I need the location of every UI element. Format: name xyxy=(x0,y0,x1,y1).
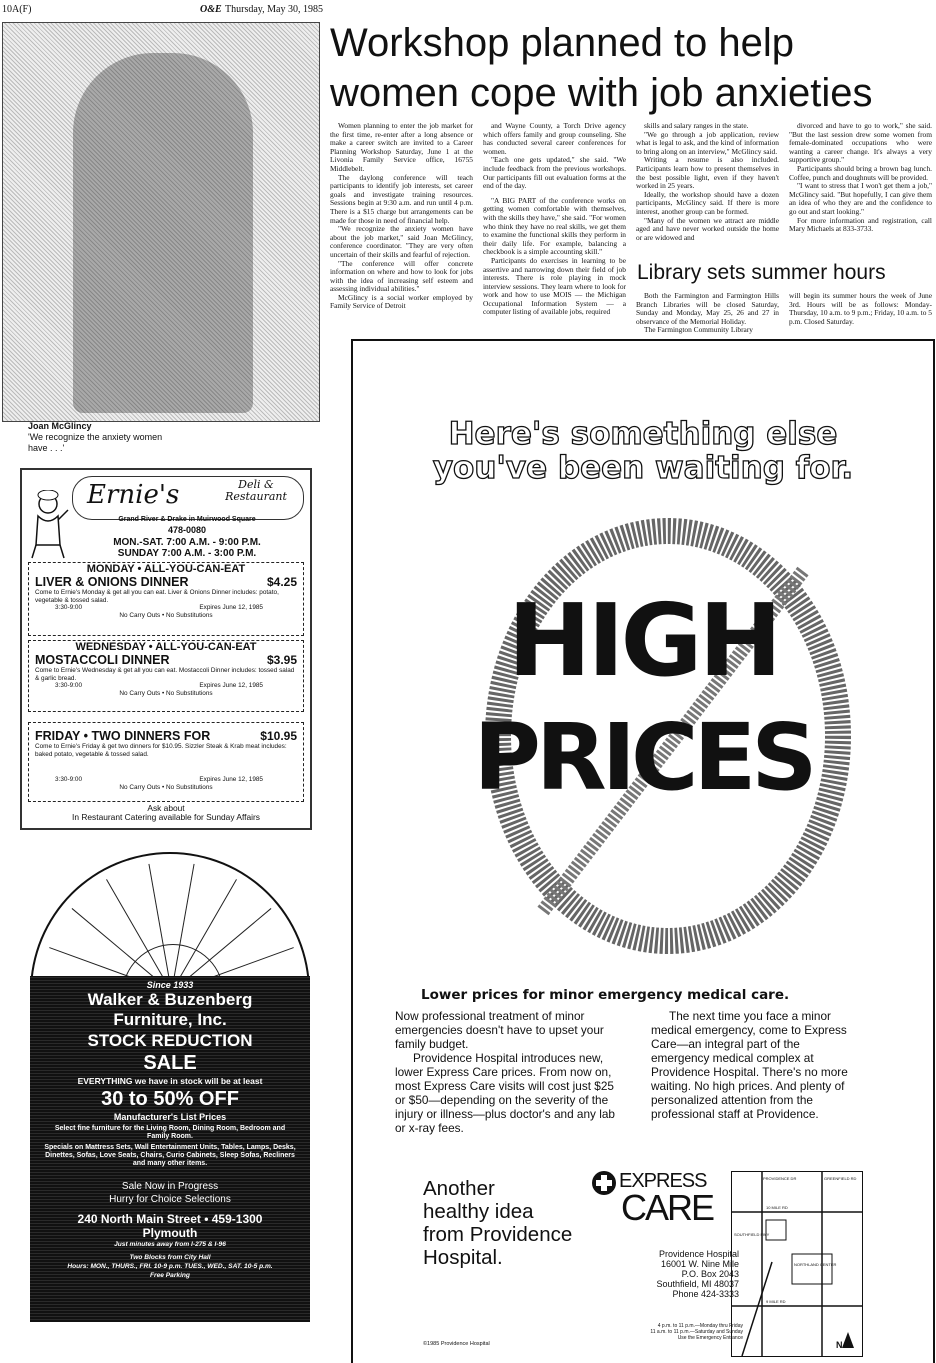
map-label: PROVIDENCE DR xyxy=(763,1176,797,1181)
paragraph: Both the Farmington and Farmington Hills Branch Libraries will be closed Saturday, Sunday and Monday, May 25, 26 and 27 in observance of the Memorial Holiday. xyxy=(636,291,779,326)
high-text: HIGH xyxy=(507,582,779,699)
paragraph: Now professional treatment of minor emergencies doesn't have to upset your family budget. xyxy=(395,1009,604,1051)
hours-line: 4 p.m. to 11 p.m.—Monday thru Friday xyxy=(657,1323,743,1329)
library-column-1 xyxy=(636,292,779,335)
address-line: Southfield, MI 48037 xyxy=(656,1279,739,1289)
coupon-title: MONDAY • ALL-YOU-CAN-EAT xyxy=(86,563,246,575)
paragraph: For more information and registration, call Mary Michaels at 833-3733. xyxy=(789,215,932,234)
prices-text: PRICES xyxy=(473,704,813,811)
address-line: 16001 W. Nine Mile xyxy=(660,1259,739,1269)
map-label: GREENFIELD RD xyxy=(824,1176,857,1181)
coupon-note: No Carry Outs • No Substitutions xyxy=(119,612,213,619)
coupon-note: No Carry Outs • No Substitutions xyxy=(119,784,213,791)
ad-right-text xyxy=(651,1009,851,1121)
ernies-tagline: Deli & Restaurant xyxy=(225,478,287,503)
store-city: Plymouth xyxy=(142,1226,198,1240)
dish-name: MOSTACCOLI DINNER xyxy=(35,653,170,667)
since-year: Since 1933 xyxy=(146,980,194,990)
north-arrow-label: N xyxy=(836,1340,843,1350)
cross-icon xyxy=(591,1170,617,1196)
ad-headline-1: Here's something else xyxy=(448,416,838,452)
article-column-4 xyxy=(789,122,932,234)
dish-price: $4.25 xyxy=(266,575,297,589)
coupon-time: 3:30-9:00 xyxy=(55,776,83,783)
library-headline: Library sets summer hours xyxy=(637,261,886,284)
paragraph: "I want to stress that I won't get them a job," McGlincy said. "But hopefully, I can give them an idea of who they are and the confidence to go out and start looking." xyxy=(789,181,932,216)
care-text: CARE xyxy=(621,1187,714,1228)
phone-line: Phone 424-3333 xyxy=(672,1289,739,1299)
coupon-time: 3:30-9:00 xyxy=(55,604,83,611)
directions: Just minutes away from I-275 & I-96 xyxy=(114,1241,226,1248)
portrait-photo xyxy=(2,22,320,422)
library-column-2 xyxy=(789,292,932,326)
tagline-1: Another xyxy=(423,1177,495,1200)
dish-price: $3.95 xyxy=(266,653,297,667)
paragraph: "We recognize the anxiety women have about the job market," said Joan McGlincy, conference coordinator. "They are very often uncertain of their skills and fearful of rejection. xyxy=(330,224,473,259)
ernies-address: Grand River & Drake in Muirwood Square xyxy=(118,516,256,523)
ad-headline-2: you've been waiting for. xyxy=(432,450,854,486)
coupon-description: Come to Ernie's Friday & get two dinners for $10.95. Sizzler Steak & Krab meat includes: baked potato, vegetable & tossed salad. xyxy=(35,743,287,758)
dish-name: FRIDAY • TWO DINNERS FOR xyxy=(35,729,211,743)
paragraph: "Many of the women we attract are middle aged and have never worked outside the home or are widowed and xyxy=(636,215,779,242)
dish-price: $10.95 xyxy=(260,729,297,743)
coupon-note: No Carry Outs • No Substitutions xyxy=(119,690,213,697)
select-furniture: Select fine furniture for the Living Room, Dining Room, Bedroom and Family Room. xyxy=(54,1125,286,1140)
tagline-2: healthy idea xyxy=(423,1200,534,1223)
masthead xyxy=(0,0,936,20)
sale-in-progress: Sale Now in Progress xyxy=(121,1181,219,1192)
caption-quote-1: 'We recognize the anxiety women xyxy=(28,432,163,442)
coupon-meta xyxy=(29,604,303,612)
hours-line: 11 a.m. to 11 p.m.—Saturday and Sunday xyxy=(650,1329,743,1335)
paragraph: "Each one gets updated," she said. "We include feedback from the previous workshops. Our participants fill out evaluation forms at the end of the day. xyxy=(483,155,626,191)
paragraph: Participants do exercises in learning to be assertive and narrowing down their field of job interests. There is role playing in mock interview sessions. They learn where to look for work and how to use MOIS — the Michigan Occupational Information System — a computer listing of available jobs, required xyxy=(483,255,626,317)
sunburst-arch-icon xyxy=(30,852,310,992)
paragraph: "We go through a job application, review what is legal to ask, and the kind of information to bring along on an interview," McGlincy said. xyxy=(636,129,779,156)
paragraph: Writing a resume is also included. Participants learn how to present themselves in the best possible light, even if they haven't worked in 25 years. xyxy=(636,155,779,191)
map-label: SOUTHFIELD FWY xyxy=(734,1232,770,1237)
map-label: 10 MILE RD xyxy=(766,1205,788,1210)
coupon-time: 3:30-9:00 xyxy=(55,682,83,689)
paragraph: will begin its summer hours the week of June 3rd. Hours will be as follows: Monday-Thursday, 10 a.m. to 9 p.m.; Friday, 10 a.m. to 5 p.m. Closed Saturday. xyxy=(789,291,932,326)
ernies-ad xyxy=(20,468,312,830)
coupon-title: WEDNESDAY • ALL-YOU-CAN-EAT xyxy=(75,641,257,653)
paragraph: and Wayne County, a Torch Drive agency which offers family and group counseling. She has conducted several career conferences for women. xyxy=(483,121,626,156)
paragraph: Participants should bring a brown bag lunch. Coffee, punch and doughnuts will be provided. xyxy=(789,163,932,182)
article-headline xyxy=(330,18,930,118)
ernies-logo xyxy=(72,476,304,520)
location-map xyxy=(731,1171,863,1357)
chef-mascot-icon xyxy=(26,490,70,560)
coupon-expires: Expires June 12, 1985 xyxy=(199,776,263,783)
headline-line-2: women cope with job anxieties xyxy=(330,71,873,115)
specials-list: Specials on Mattress Sets, Wall Entertainment Units, Tables, Lamps, Desks, Dinettes, Sofas, Love Seats, Chairs, Curio Cabinets, Sleep Sofas, Recliners and many other items. xyxy=(44,1144,296,1167)
hours-sunday: SUNDAY 7:00 A.M. - 3:00 P.M. xyxy=(117,548,257,559)
coupon-dish xyxy=(29,575,303,589)
coupon-wednesday[interactable] xyxy=(28,640,304,712)
stock-reduction: STOCK REDUCTION xyxy=(87,1031,253,1050)
tagline-4: Hospital. xyxy=(423,1246,503,1269)
paragraph: Ideally, the workshop should have a dozen participants, McGlincy said. If there is more interest, another group can be formed. xyxy=(636,189,779,216)
caption-name: Joan McGlincy xyxy=(28,421,92,431)
address-line: P.O. Box 2043 xyxy=(681,1269,739,1279)
providence-ad xyxy=(351,339,935,1363)
issue-date: Thursday, May 30, 1985 xyxy=(225,4,323,15)
hours-weekday: MON.-SAT. 7:00 A.M. - 9:00 P.M. xyxy=(113,537,261,548)
map-label: NORTHLAND CENTER xyxy=(794,1262,837,1267)
paragraph: The Farmington Community Library xyxy=(644,325,753,335)
coupon-meta xyxy=(29,776,303,784)
coupon-friday[interactable] xyxy=(28,722,304,802)
caption-quote-2: have . . .' xyxy=(28,443,65,453)
photo-caption xyxy=(28,421,318,454)
paragraph: McGlincy is a social worker employed by Family Service of Detroit xyxy=(330,292,473,311)
page-number: 10A(F) xyxy=(2,4,32,15)
ernies-hours xyxy=(72,537,302,559)
coupon-meta xyxy=(29,682,303,690)
paragraph: Women planning to enter the job market for the first time, re-enter after a long absence or make a career switch are invited to a Career Planning Workshop Saturday, June 1 at the Livonia Family Service office, 16755 Middlebelt. xyxy=(330,121,473,173)
tagline-3: from Providence xyxy=(423,1223,573,1246)
copyright: ©1985 Providence Hospital xyxy=(423,1341,490,1347)
hours-line: Use the Emergency Entrance xyxy=(677,1335,743,1341)
paragraph: divorced and have to go to work," she said. "But the last session drew some women from female-dominated occupations who were wanting a career change. It's always a very supportive group." xyxy=(789,121,932,165)
tagline xyxy=(423,1177,572,1269)
address-line: Providence Hospital xyxy=(658,1249,739,1259)
article-column-1 xyxy=(330,122,473,311)
ernies-phone: 478-0080 xyxy=(167,525,207,535)
paragraph: skills and salary ranges in the state. xyxy=(644,121,749,130)
sale-title: SALE xyxy=(143,1052,197,1074)
coupon-expires: Expires June 12, 1985 xyxy=(199,682,263,689)
hurry-line: Hurry for Choice Selections xyxy=(109,1194,231,1205)
article-column-3 xyxy=(636,122,779,242)
coupon-description: Come to Ernie's Wednesday & get all you can eat. Mostaccoli Dinner includes: tossed salad & garlic bread. xyxy=(35,667,295,682)
article-column-2 xyxy=(483,122,626,317)
paragraph: "A BIG PART of the conference works on getting women comfortable with themselves, with the skills they have," she said. "For women who think they have no real skills, we get them to examine the functional skills they perform in their daily life. For example, balancing a checkbook is a simple accounting skill." xyxy=(483,195,626,257)
ernies-name: Ernie's xyxy=(87,480,180,510)
hospital-address xyxy=(621,1249,739,1299)
coupon-description: Come to Ernie's Monday & get all you can eat. Liver & Onions Dinner includes: potato, vegetable & tossed salad. xyxy=(35,589,279,604)
everything-line: EVERYTHING we have in stock will be at least xyxy=(77,1076,263,1086)
manufacturer-prices: Manufacturer's List Prices xyxy=(113,1112,227,1122)
ad-subheadline: Lower prices for minor emergency medical care. xyxy=(421,987,790,1003)
walker-buzenberg-ad xyxy=(30,852,310,1322)
coupon-expires: Expires June 12, 1985 xyxy=(199,604,263,611)
ask-about: Ask about xyxy=(147,803,185,813)
coupon-dish xyxy=(29,729,303,743)
map-label: 9 MILE RD xyxy=(766,1299,786,1304)
walker-ad-body xyxy=(30,976,310,1322)
express-text: EXPRESS xyxy=(619,1170,707,1192)
express-hours xyxy=(603,1323,743,1341)
paper-name: O&E xyxy=(200,4,222,15)
blocks-from-hall: Two Blocks from City Hall xyxy=(129,1254,211,1261)
store-name: Walker & Buzenberg xyxy=(87,990,253,1009)
dish-name: LIVER & ONIONS DINNER xyxy=(35,575,189,589)
headline-line-1: Workshop planned to help xyxy=(330,21,795,65)
paragraph: Providence Hospital introduces new, lower Express Care prices. From now on, most Express Care visits will cost just $25 or $50—depending on the severity of the injury or illness—plus doctor's and any lab or x-ray fees. xyxy=(395,1051,615,1135)
catering-note xyxy=(22,804,310,822)
catering-text: In Restaurant Catering available for Sunday Affairs xyxy=(72,812,260,822)
paragraph: The daylong conference will teach participants to identify job interests, set career goals and investigate training resources. Sessions begin at 9:30 a.m. and run until 4 p.m. There is a $15 charge but arrangements can be made for those in need of financial help. xyxy=(330,172,473,225)
paragraph: "The conference will offer concrete information on where and how to look for jobs with the idea of increasing self esteem and assessing individual abilities." xyxy=(330,258,473,294)
store-address: 240 North Main Street • 459-1300 xyxy=(77,1212,263,1226)
coupon-dish xyxy=(29,653,303,667)
discount: 30 to 50% OFF xyxy=(101,1088,239,1110)
ad-left-text xyxy=(395,1009,627,1135)
store-hours: Hours: MON., THURS., FRI. 10-9 p.m. TUES., WED., SAT. 10-5 p.m. xyxy=(67,1263,273,1270)
store-name-2: Furniture, Inc. xyxy=(113,1010,227,1029)
coupon-monday[interactable] xyxy=(28,562,304,636)
express-care-logo xyxy=(591,1170,721,1230)
paragraph: The next time you face a minor medical emergency, come to Express Care—an integral part of the emergency medical complex at Providence Hospital. There's no more waiting. No high prices. And plenty of personalized attention from the professional staff at Providence. xyxy=(651,1009,848,1121)
free-parking: Free Parking xyxy=(150,1272,190,1279)
